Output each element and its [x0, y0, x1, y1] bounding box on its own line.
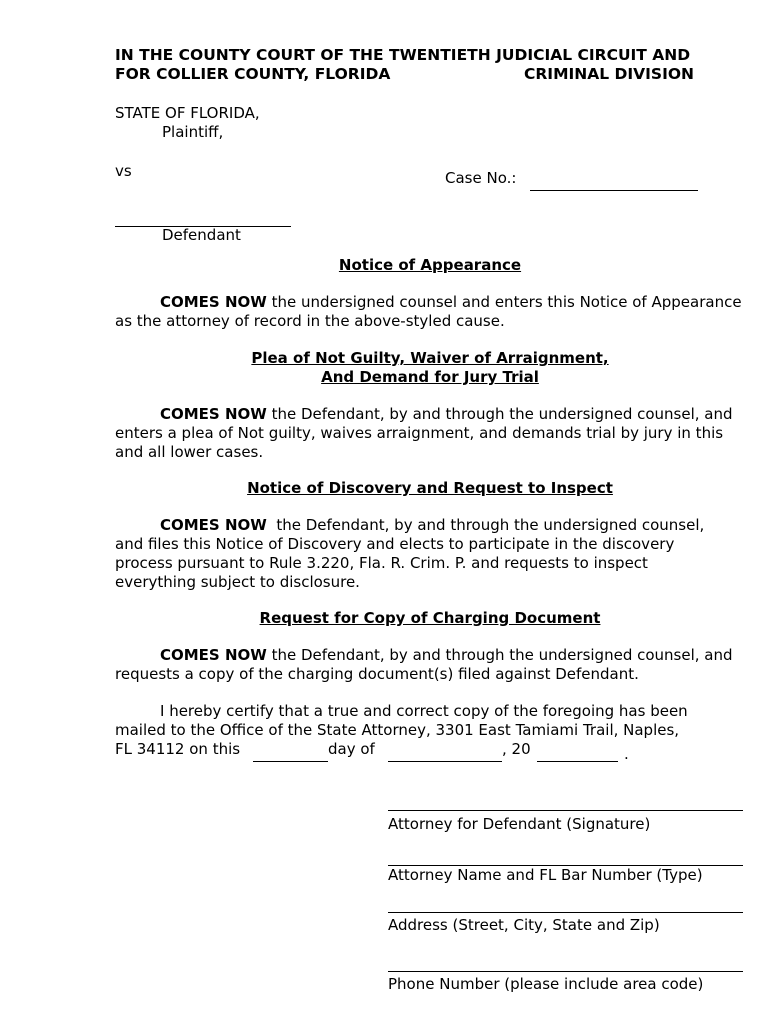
charging-line1: the Defendant, by and through the undersigned counsel, and	[266, 646, 733, 664]
certificate-end-period: .	[624, 745, 629, 763]
versus-label: vs	[115, 162, 132, 180]
address-label: Address (Street, City, State and Zip)	[388, 916, 660, 934]
plea-heading-line2: And Demand for Jury Trial	[321, 368, 539, 386]
signature-label: Attorney for Defendant (Signature)	[388, 815, 651, 833]
discovery-line2: and files this Notice of Discovery and elects to participate in the discovery	[115, 535, 675, 553]
certificate-month-field[interactable]	[388, 761, 502, 762]
case-number-field[interactable]	[530, 190, 698, 191]
phone-label: Phone Number (please include area code)	[388, 975, 704, 993]
certificate-day-of: day of	[328, 740, 375, 758]
appearance-line2: as the attorney of record in the above-styled cause.	[115, 312, 505, 330]
charging-line2: requests a copy of the charging document(s) filed against Defendant.	[115, 665, 639, 683]
certificate-line2: mailed to the Office of the State Attorney, 3301 East Tamiami Trail, Naples,	[115, 721, 680, 739]
case-number-label: Case No.:	[445, 169, 517, 187]
appearance-lead: COMES NOW	[160, 293, 267, 311]
charging-paragraph	[115, 646, 755, 684]
certificate-year-field[interactable]	[537, 761, 618, 762]
appearance-line1: the undersigned counsel and enters this Notice of Appearance	[266, 293, 742, 311]
division-label: CRIMINAL DIVISION	[524, 65, 694, 83]
discovery-line1: the Defendant, by and through the undersigned counsel,	[266, 516, 705, 534]
charging-lead: COMES NOW	[160, 646, 267, 664]
certificate-paragraph	[115, 702, 755, 740]
certificate-day-field[interactable]	[253, 761, 328, 762]
appearance-paragraph	[115, 293, 755, 331]
court-heading-line1: IN THE COUNTY COURT OF THE TWENTIETH JUDICIAL CIRCUIT AND	[115, 46, 691, 64]
plea-lead: COMES NOW	[160, 405, 267, 423]
discovery-line3: process pursuant to Rule 3.220, Fla. R. Crim. P. and requests to inspect	[115, 554, 648, 572]
court-heading-line2: FOR COLLIER COUNTY, FLORIDA	[115, 65, 391, 83]
address-field[interactable]	[388, 912, 743, 913]
plea-line1: the Defendant, by and through the undersigned counsel, and	[266, 405, 733, 423]
plea-line3: and all lower cases.	[115, 443, 264, 461]
charging-heading: Request for Copy of Charging Document	[259, 609, 601, 627]
plea-heading-line1: Plea of Not Guilty, Waiver of Arraignment,	[251, 349, 609, 367]
signature-field[interactable]	[388, 810, 743, 811]
appearance-heading: Notice of Appearance	[338, 256, 522, 274]
discovery-heading: Notice of Discovery and Request to Inspect	[247, 479, 613, 497]
plea-line2: enters a plea of Not guilty, waives arraignment, and demands trial by jury in this	[115, 424, 724, 442]
phone-field[interactable]	[388, 971, 743, 972]
plea-paragraph	[115, 405, 755, 462]
attorney-name-label: Attorney Name and FL Bar Number (Type)	[388, 866, 703, 884]
certificate-line1: I hereby certify that a true and correct copy of the foregoing has been	[160, 702, 688, 720]
plaintiff-role: Plaintiff,	[162, 123, 224, 141]
plaintiff-name: STATE OF FLORIDA,	[115, 104, 260, 122]
defendant-role: Defendant	[162, 226, 241, 244]
certificate-line3-start: FL 34112 on this	[115, 740, 241, 758]
discovery-paragraph	[115, 516, 755, 592]
discovery-lead: COMES NOW	[160, 516, 267, 534]
certificate-year-prefix: , 20	[502, 740, 531, 758]
discovery-line4: everything subject to disclosure.	[115, 573, 360, 591]
